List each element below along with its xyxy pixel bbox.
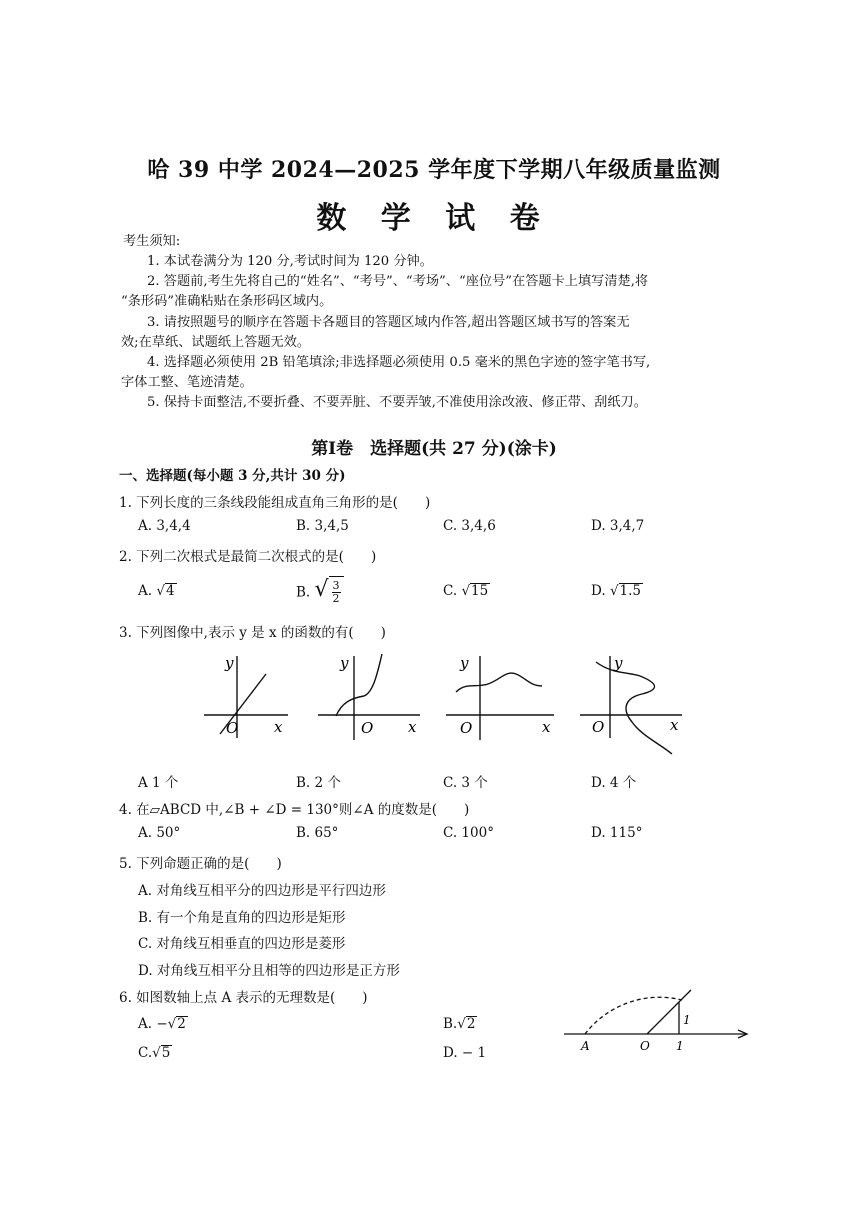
origin-label: O [361, 719, 374, 737]
q2-option-d-prefix: D. [591, 583, 606, 599]
q2-option-b-numerator: 3 [332, 578, 340, 592]
sqrt-sign: √ 4 [156, 583, 175, 599]
q6-option-a-radicand: 2 [177, 1016, 186, 1032]
q5-option-d: D. 对角线互相平分且相等的四边形是正方形 [138, 963, 400, 979]
tick-one-label: 1 [676, 1039, 684, 1053]
q3-graph-a [198, 650, 290, 742]
q6-option-b-prefix: B. [443, 1016, 458, 1032]
q1-option-c: C. 3,4,6 [443, 518, 496, 534]
q4-stem: 4. 在▱ABCD 中,∠B + ∠D = 130°则∠A 的度数是( ) [119, 802, 470, 818]
q2-option-c [443, 583, 490, 599]
q2-option-a-radicand: 4 [165, 583, 175, 599]
notice-line-1: 1. 本试卷满分为 120 分,考试时间为 120 分钟。 [147, 254, 433, 269]
q6-option-b [443, 1016, 477, 1032]
q3-option-c: C. 3 个 [443, 775, 488, 791]
origin-label: O [640, 1039, 650, 1053]
section-title: 第Ⅰ卷 选择题(共 27 分)(涂卡) [311, 439, 557, 459]
q5-option-c: C. 对角线互相垂直的四边形是菱形 [138, 936, 346, 952]
q4-option-b: B. 65° [296, 825, 339, 841]
q6-number-line-figure [560, 982, 752, 1054]
sqrt-sign: √ 2 [167, 1016, 186, 1032]
q2-option-d [591, 583, 643, 599]
notice-line-2: 2. 答题前,考生先将自己的“姓名”、“考号”、“考场”、“座位号”在答题卡上填写清楚,将 [147, 274, 649, 289]
q6-stem: 6. 如图数轴上点 A 表示的无理数是( ) [119, 990, 368, 1006]
q5-stem: 5. 下列命题正确的是( ) [119, 856, 282, 872]
origin-label: O [592, 718, 605, 736]
y-label: y [225, 654, 234, 672]
x-label: x [274, 718, 283, 736]
q6-option-d: D. − 1 [443, 1045, 487, 1061]
notice-line-4: 3. 请按照题号的顺序在答题卡各题目的答题区域内作答,超出答题区域书写的答案无 [147, 315, 630, 330]
q6-option-c-prefix: C. [138, 1045, 153, 1061]
q4-option-d: D. 115° [591, 825, 643, 841]
sqrt-sign: √ 5 [152, 1045, 171, 1061]
q2-option-d-radicand: 1.5 [619, 583, 642, 599]
height-one-label: 1 [683, 1013, 691, 1027]
q2-option-a-prefix: A. [138, 583, 153, 599]
q6-option-a-prefix: A. − [138, 1016, 168, 1032]
graph-curve [456, 673, 542, 692]
q4-option-c: C. 100° [443, 825, 494, 841]
x-label: x [408, 718, 417, 736]
q3-option-a: A 1 个 [138, 775, 179, 791]
x-label: x [670, 716, 679, 734]
sqrt-sign: √ 15 [461, 583, 489, 599]
sqrt-sign: √ 1.5 [609, 583, 642, 599]
notice-line-8: 5. 保持卡面整洁,不要折叠、不要弄脏、不要弄皱,不准使用涂改液、修正带、刮纸刀。 [147, 395, 647, 410]
q2-option-b [296, 575, 344, 605]
q2-option-a [138, 583, 177, 599]
q2-option-c-radicand: 15 [471, 583, 489, 599]
subject-title: 数 学 试 卷 [316, 201, 552, 236]
q2-option-c-prefix: C. [443, 583, 458, 599]
q1-option-d: D. 3,4,7 [591, 518, 645, 534]
exam-title: 哈 39 中学 2024—2025 学年度下学期八年级质量监测 [147, 157, 721, 183]
fraction [332, 580, 341, 605]
origin-label: O [460, 719, 473, 737]
notice-line-5: 效;在草纸、试题纸上答题无效。 [121, 335, 311, 350]
q3-graph-d [576, 650, 686, 760]
q4-option-a: A. 50° [138, 825, 181, 841]
point-a-label: A [581, 1039, 590, 1053]
notice-line-7: 字体工整、笔迹清楚。 [121, 375, 253, 390]
q5-option-b: B. 有一个角是直角的四边形是矩形 [138, 910, 346, 926]
q3-option-d: D. 4 个 [591, 775, 637, 791]
q3-graph-b [312, 650, 422, 742]
y-label: y [614, 654, 623, 672]
q1-stem: 1. 下列长度的三条线段能组成直角三角形的是( ) [119, 495, 431, 511]
q3-option-b: B. 2 个 [296, 775, 341, 791]
q3-graph-c [442, 650, 557, 742]
x-label: x [542, 718, 551, 736]
q1-option-b: B. 3,4,5 [296, 518, 349, 534]
origin-label: O [226, 719, 239, 737]
q1-option-a: A. 3,4,4 [138, 518, 191, 534]
hypotenuse-line [647, 990, 691, 1034]
notice-heading: 考生须知: [123, 234, 181, 249]
part-title: 一、选择题(每小题 3 分,共计 30 分) [119, 468, 346, 484]
notice-line-3: “条形码”准确粘贴在条形码区域内。 [121, 294, 333, 309]
q5-option-a: A. 对角线互相平分的四边形是平行四边形 [138, 883, 386, 899]
y-label: y [460, 654, 469, 672]
notice-line-6: 4. 选择题必须使用 2B 铅笔填涂;非选择题必须使用 0.5 毫米的黑色字迹的签字笔书写, [147, 355, 651, 370]
q6-option-a [138, 1016, 188, 1032]
dashed-arc [585, 997, 682, 1034]
sqrt-sign: √ 2 [457, 1016, 476, 1032]
q2-stem: 2. 下列二次根式是最简二次根式的是( ) [119, 549, 377, 565]
q3-stem: 3. 下列图像中,表示 y 是 x 的函数的有( ) [119, 625, 386, 641]
q2-option-b-prefix: B. [296, 584, 311, 601]
sqrt-fraction: √ $\frac{3}{2}$ [315, 575, 344, 605]
y-label: y [340, 654, 349, 672]
q6-option-c [138, 1045, 172, 1061]
q6-option-b-radicand: 2 [466, 1016, 476, 1032]
q6-option-c-radicand: 5 [161, 1045, 171, 1061]
q2-option-b-denominator: 2 [332, 591, 340, 605]
graph-curve [596, 662, 672, 754]
